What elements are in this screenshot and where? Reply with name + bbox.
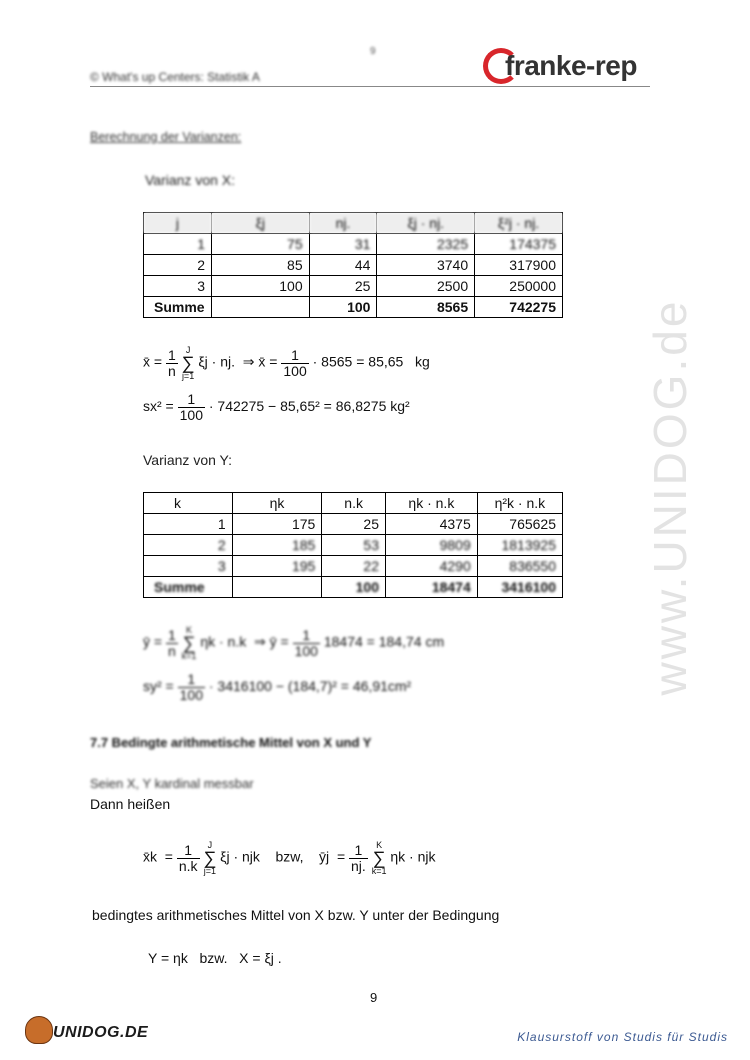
subsection-intro: Seien X, Y kardinal messbar: [90, 776, 254, 791]
condition-text: Y = ηk bzw. X = ξj .: [148, 950, 282, 966]
franke-rep-logo: [483, 48, 658, 84]
table-row: 1 175 25 4375 765625: [144, 514, 563, 535]
formula-conditional-means: x̄k = $\frac{1}{n.k}$ J ∑ j=1 ξj · njk bzw, ȳj = $\frac{1}{nj.}$ K ∑ k=1 ηk · njk: [143, 840, 436, 876]
dog-icon: [25, 1016, 53, 1044]
table-row: 1 75 31 2325 174375: [144, 234, 563, 255]
section-title: Berechnung der Varianzen:: [90, 130, 242, 144]
table-row: 2 185 53 9809 1813925: [144, 535, 563, 556]
header-left-text: © What's up Centers: Statistik A: [90, 70, 260, 84]
top-page-number: 9: [370, 46, 376, 57]
header-divider: [90, 86, 650, 87]
table-varianz-x: [143, 212, 563, 318]
table-row: 2 85 44 3740 317900: [144, 255, 563, 276]
varianz-x-label: Varianz von X:: [145, 172, 236, 188]
table-varianz-y: [143, 492, 563, 598]
formula-variance-y: sy² = $\frac{1}{100}$ · 3416100 − (184,7)² = 46,91cm²: [143, 671, 412, 703]
table-header-row: k ηk n.k ηk · n.k η²k · n.k: [144, 493, 563, 514]
footer-text: Klausurstoff von Studis für Studis: [517, 1030, 728, 1044]
table-row: 3 195 22 4290 836550: [144, 556, 563, 577]
table-sum-row: Summe 100 8565 742275: [144, 297, 563, 318]
table-header-row: j ξj nj. ξj · nj. ξ²j · nj.: [144, 213, 563, 234]
formula-mean-x: x̄ = $\frac{1}{n}$ J ∑ j=1 ξj · nj. ⇒ x̄ = $\frac{1}{100}$ · 8565 = 85,65 kg: [143, 345, 430, 381]
formula-mean-y: ȳ = $\frac{1}{n}$ K ∑ k=1 ηk · n.k ⇒ ȳ = $\frac{1}{100}$ 18474 = 184,74 cm: [143, 625, 445, 661]
unidog-logo: [25, 1016, 155, 1050]
logo-text: franke-rep: [505, 50, 637, 81]
page-number: 9: [370, 990, 378, 1005]
subsection-title: 7.7 Bedingte arithmetische Mittel von X und Y: [90, 735, 372, 750]
varianz-y-label: Varianz von Y:: [143, 452, 232, 468]
subsection-then: Dann heißen: [90, 796, 171, 812]
watermark: www.UNIDOG.de: [644, 298, 696, 696]
formula-variance-x: sx² = $\frac{1}{100}$ · 742275 − 85,65² = 86,8275 kg²: [143, 391, 410, 423]
table-row: 3 100 25 2500 250000: [144, 276, 563, 297]
conditional-text: bedingtes arithmetisches Mittel von X bzw. Y unter der Bedingung: [92, 907, 500, 923]
unidog-logo-text: UNIDOG.DE: [53, 1024, 149, 1041]
table-sum-row: Summe 100 18474 3416100: [144, 577, 563, 598]
